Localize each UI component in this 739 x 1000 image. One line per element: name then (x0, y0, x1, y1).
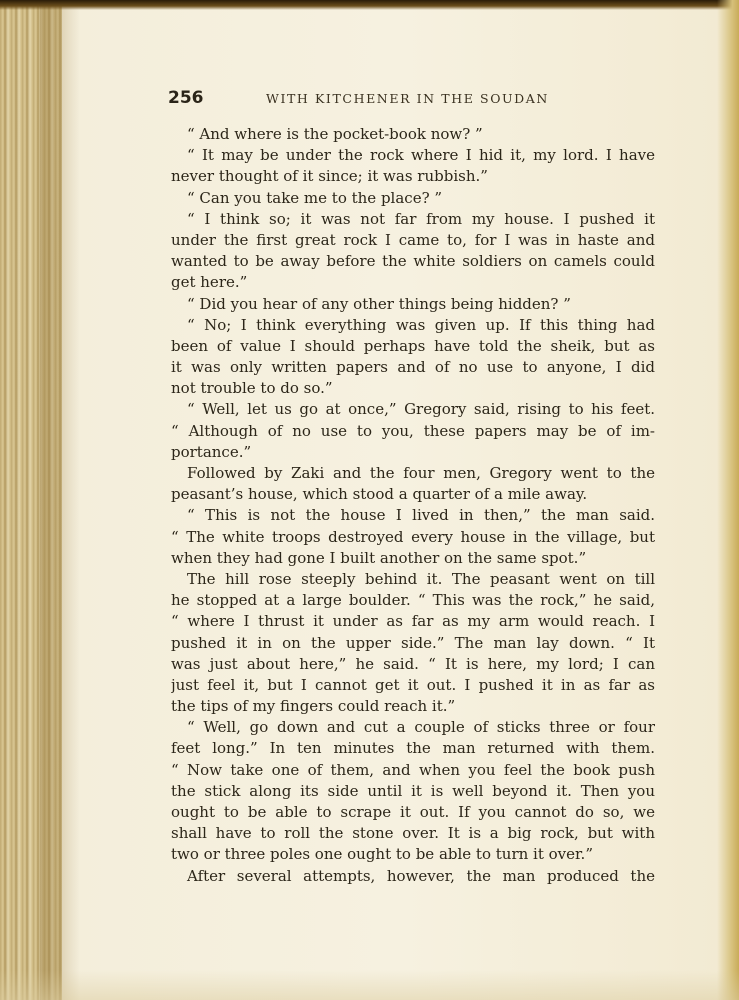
text-line: Followed by Zaki and the four men, Gregory went to the (187, 464, 655, 482)
text-line: “ Although of no use to you, these papers may be of im- (171, 421, 655, 440)
text-line: wanted to be away before the white soldiers on camels could (171, 252, 655, 271)
text-line: two or three poles one ought to be able to turn it over.” (171, 845, 593, 864)
text-line: “ Well, let us go at once,” Gregory said, rising to his feet. (187, 400, 655, 419)
text-line: was just about here,” he said. “ It is here, my lord; I can (171, 654, 655, 673)
text-line: “ I think so; it was not far from my house. I pushed it (187, 209, 655, 228)
text-line: get here.” (171, 273, 248, 292)
text-line: “ This is not the house I lived in then,” the man said. (187, 506, 655, 525)
text-line: “ Well, go down and cut a couple of sticks three or four (187, 718, 655, 737)
text-line: feet long.” In ten minutes the man returned with them. (171, 739, 655, 758)
text-line: he stopped at a large boulder. “ This was the rock,” he said, (171, 591, 655, 610)
text-line: ought to be able to scrape it out. If you cannot do so, we (171, 803, 655, 821)
text-line: “ Did you hear of any other things being hidden? ” (187, 294, 571, 313)
text-line: “ Can you take me to the place? ” (187, 188, 443, 207)
text-line: The hill rose steeply behind it. The peasant went on till (187, 569, 655, 588)
page-header (168, 88, 560, 112)
text-line: “ No; I think everything was given up. If this thing had (187, 315, 655, 334)
text-line: “ And where is the pocket-book now? ” (187, 125, 483, 143)
text-line: just feel it, but I cannot get it out. I pushed it in as far as (171, 675, 655, 694)
running-head: WITH KITCHENER IN THE SOUDAN (266, 91, 549, 106)
text-line: peasant’s house, which stood a quarter of a mile away. (171, 485, 588, 504)
text-line: “ where I thrust it under as far as my arm would reach. I (171, 612, 655, 631)
body-text (171, 124, 655, 887)
text-line: never thought of it since; it was rubbish.” (171, 167, 488, 186)
text-line: it was only written papers and of no use to anyone, I did (171, 358, 655, 377)
text-line: been of value I should perhaps have told the sheik, but as (171, 336, 655, 355)
text-line: not trouble to do so.” (171, 379, 333, 398)
text-line: when they had gone I built another on the same spot.” (171, 548, 587, 567)
bottom-page-shade (0, 970, 739, 1000)
text-line: “ The white troops destroyed every house in the village, but (171, 527, 655, 546)
text-line: “ Now take one of them, and when you feel the book push (171, 760, 655, 779)
text-line: portance.” (171, 442, 252, 461)
right-page-edge (717, 0, 739, 1000)
text-line: pushed it in on the upper side.” The man lay down. “ It (171, 633, 655, 652)
text-line: After several attempts, however, the man produced the (187, 866, 655, 885)
page-number: 256 (168, 88, 204, 108)
text-line: “ It may be under the rock where I hid it, my lord. I have (187, 146, 655, 165)
text-line: shall have to roll the stone over. It is a big rock, but with (171, 824, 655, 843)
text-line: the stick along its side until it is well beyond it. Then you (171, 781, 655, 800)
text-line: under the first great rock I came to, for I was in haste and (171, 230, 655, 249)
top-page-edge (0, 0, 739, 10)
gutter-shadow (40, 0, 80, 1000)
text-line: the tips of my fingers could reach it.” (171, 697, 456, 716)
